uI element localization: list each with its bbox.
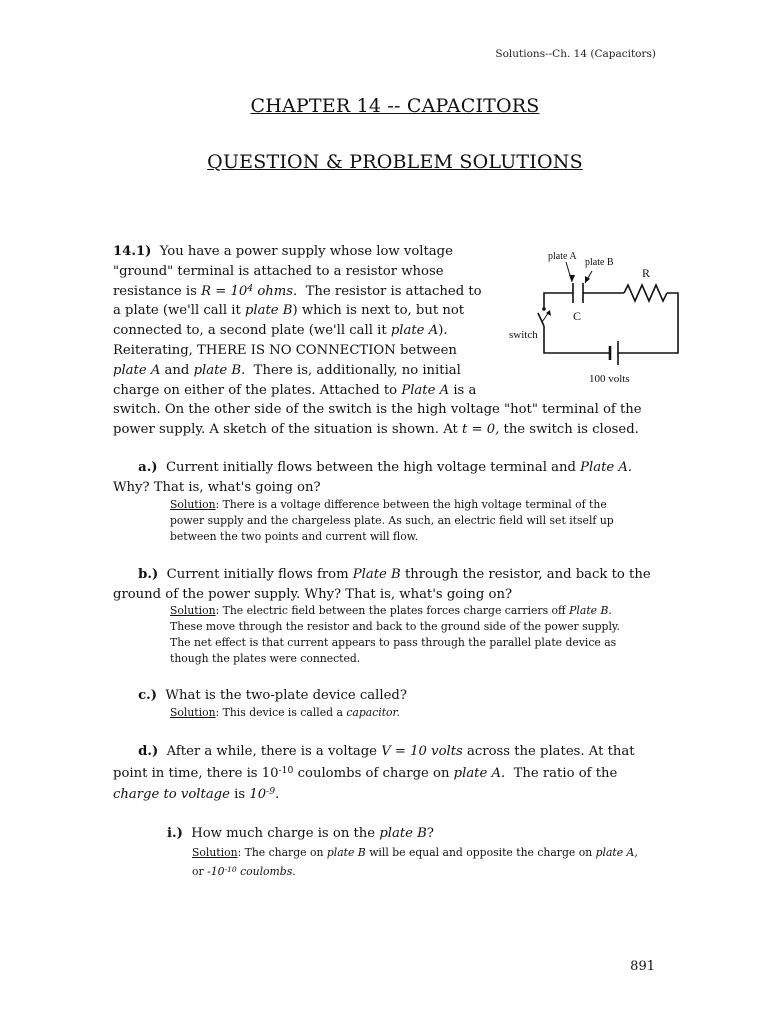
text-line: power supply and the chargeless plate. As such, an electric field will set itself up — [170, 514, 614, 527]
term-plate-a: Plate A. — [580, 460, 633, 475]
text-fragment: The ratio of the — [513, 765, 618, 781]
part-a-question — [113, 458, 673, 498]
ratio-value: 10 — [249, 787, 267, 802]
term-plate-a: plate A. — [453, 765, 506, 781]
exponent: -10 — [224, 864, 237, 874]
exponent: 4 — [247, 282, 254, 294]
var-r: R — [201, 283, 212, 299]
text-fragment: will be equal and opposite the charge on — [369, 846, 593, 859]
text-line: ground of the power supply. Why? That is, what's going on? — [113, 586, 513, 602]
term-plate-b: plate B — [244, 303, 293, 319]
text-line: These move through the resistor and back to the ground side of the power supply. — [170, 620, 620, 633]
part-c-label: c.) — [138, 688, 158, 703]
charge-value: -10 — [207, 865, 225, 878]
term-plate-a: Plate A — [401, 382, 450, 398]
text-fragment: : The charge on — [237, 846, 324, 859]
text-line: Why? That is, what's going on? — [113, 479, 321, 495]
text-fragment: There is, additionally, no initial — [253, 362, 461, 378]
arrow-head-a — [569, 275, 575, 282]
exponent: -10 — [278, 764, 294, 776]
text-fragment: . — [275, 787, 280, 802]
label-plate-b: plate B — [585, 257, 614, 268]
text-line: You have a power supply whose low voltage — [159, 244, 453, 259]
text-fragment: connected to, a second plate (we'll call it — [113, 323, 387, 339]
part-d-label: d.) — [138, 744, 159, 759]
text-fragment: coulombs of charge on — [297, 765, 450, 781]
text-fragment: = 10 — [211, 283, 248, 299]
text-line: The net effect is that current appears to pass through the parallel plate device as — [170, 636, 617, 649]
term-plate-b: Plate B. — [569, 604, 612, 617]
part-b-label: b.) — [138, 567, 159, 582]
resistor-symbol — [624, 285, 667, 301]
text-fragment: or — [192, 865, 204, 878]
text-fragment: power supply. A sketch of the situation is shown. At — [113, 421, 458, 437]
text-fragment: What is the two-plate device called? — [165, 688, 407, 703]
part-a-label: a.) — [138, 460, 158, 475]
part-c-solution — [170, 705, 670, 721]
text-fragment: : This device is called a — [215, 706, 343, 719]
part-d-question — [113, 741, 683, 806]
term-voltage: V = 10 volts — [381, 744, 463, 759]
text-fragment: resistance is — [113, 283, 197, 299]
text-fragment: : The electric field between the plates forces charge carriers off — [215, 604, 566, 617]
section-title: QUESTION & PROBLEM SOLUTIONS — [207, 151, 583, 173]
text-fragment: the switch is closed. — [503, 421, 639, 437]
term-plate-a: plate A — [113, 362, 161, 378]
solution-label: Solution — [170, 498, 216, 511]
text-fragment: is a — [453, 382, 477, 398]
text-fragment: The resistor is attached to — [305, 283, 482, 299]
solution-label: Solution — [170, 604, 216, 617]
wire-top-left — [544, 293, 573, 308]
circuit-diagram — [500, 240, 690, 390]
text-line: between the two points and current will flow. — [170, 530, 419, 543]
label-switch: switch — [509, 329, 538, 341]
text-fragment: which is next to, but not — [301, 303, 465, 319]
term-charge-to-voltage: charge to voltage — [113, 787, 230, 802]
text-fragment: through the resistor, and back to the — [404, 567, 651, 582]
text-fragment: across the plates. At that — [467, 744, 635, 759]
text-line: Reiterating, THERE IS NO CONNECTION between — [113, 342, 457, 358]
text-line: though the plates were connected. — [170, 652, 361, 665]
text-fragment: Current initially flows between the high voltage terminal and — [165, 460, 576, 475]
wire-right — [618, 293, 678, 353]
switch-blade — [538, 313, 544, 326]
text-fragment: : There is a voltage difference between the high voltage terminal of the — [215, 498, 607, 511]
text-fragment: is — [234, 787, 246, 802]
solution-label: Solution — [170, 706, 216, 719]
label-r: R — [642, 266, 651, 280]
arrow-head-b — [585, 276, 590, 283]
exponent: -9 — [266, 786, 276, 798]
part-i-question — [167, 824, 667, 844]
term-plate-a: plate A — [390, 323, 439, 339]
running-header: Solutions--Ch. 14 (Capacitors) — [495, 48, 656, 60]
problem-14-1: 14.1) You have a power supply whose low voltage "ground" terminal is attached to a resistor whose resistance is $R = 10^4$ ohms. The resistor is attached to a plate (we'll call it plate B) which is next to, but not connected to, a second plate (we'll call it plate A). Reiterating, THERE IS NO CONNECTION between plate A and plate B. There is, additionally, no initial charge on either of the plates. Attached to Plate A is a — [113, 242, 513, 400]
term-plate-b: plate B — [379, 826, 427, 841]
part-c-question — [113, 686, 673, 706]
text-fragment: a plate (we'll call it — [113, 303, 241, 319]
term-t0: t = 0, — [461, 421, 500, 437]
unit-ohms: ohms — [253, 283, 294, 299]
problem-14-1-cont — [113, 400, 673, 440]
wire-bottom-left — [544, 326, 610, 353]
problem-label: 14.1) — [113, 244, 152, 259]
solution-label: Solution — [192, 846, 238, 859]
label-battery: 100 volts — [589, 373, 630, 385]
text-fragment: and — [164, 362, 190, 378]
term-plate-b: plate B — [326, 846, 366, 859]
part-i-solution — [192, 843, 682, 881]
text-fragment: charge on either of the plates. Attached to — [113, 382, 398, 398]
part-i-label: i.) — [167, 826, 183, 841]
label-c: C — [573, 309, 582, 323]
term-plate-b: Plate B — [352, 567, 401, 582]
text-fragment: point in time, there is 10 — [113, 765, 279, 781]
page-number: 891 — [630, 959, 655, 974]
term-plate-b: plate B — [193, 362, 242, 378]
term-capacitor: capacitor. — [346, 706, 400, 719]
part-a-solution — [170, 497, 670, 545]
text-fragment: After a while, there is a voltage — [166, 744, 377, 759]
text-fragment: Current initially flows from — [166, 567, 349, 582]
text-line: "ground" terminal is attached to a resistor whose — [113, 263, 444, 279]
part-b-question — [113, 565, 683, 605]
label-plate-a: plate A — [548, 251, 577, 262]
text-fragment: How much charge is on the — [191, 826, 376, 841]
text-fragment: ? — [426, 826, 434, 841]
switch-contact — [542, 307, 546, 311]
text-fragment: . — [292, 865, 296, 878]
term-plate-a: plate A, — [595, 846, 638, 859]
chapter-title: CHAPTER 14 -- CAPACITORS — [250, 95, 540, 117]
unit-coulombs: coulombs — [240, 865, 293, 878]
text-line: switch. On the other side of the switch is the high voltage "hot" terminal of the — [113, 402, 642, 417]
part-b-solution — [170, 603, 670, 667]
